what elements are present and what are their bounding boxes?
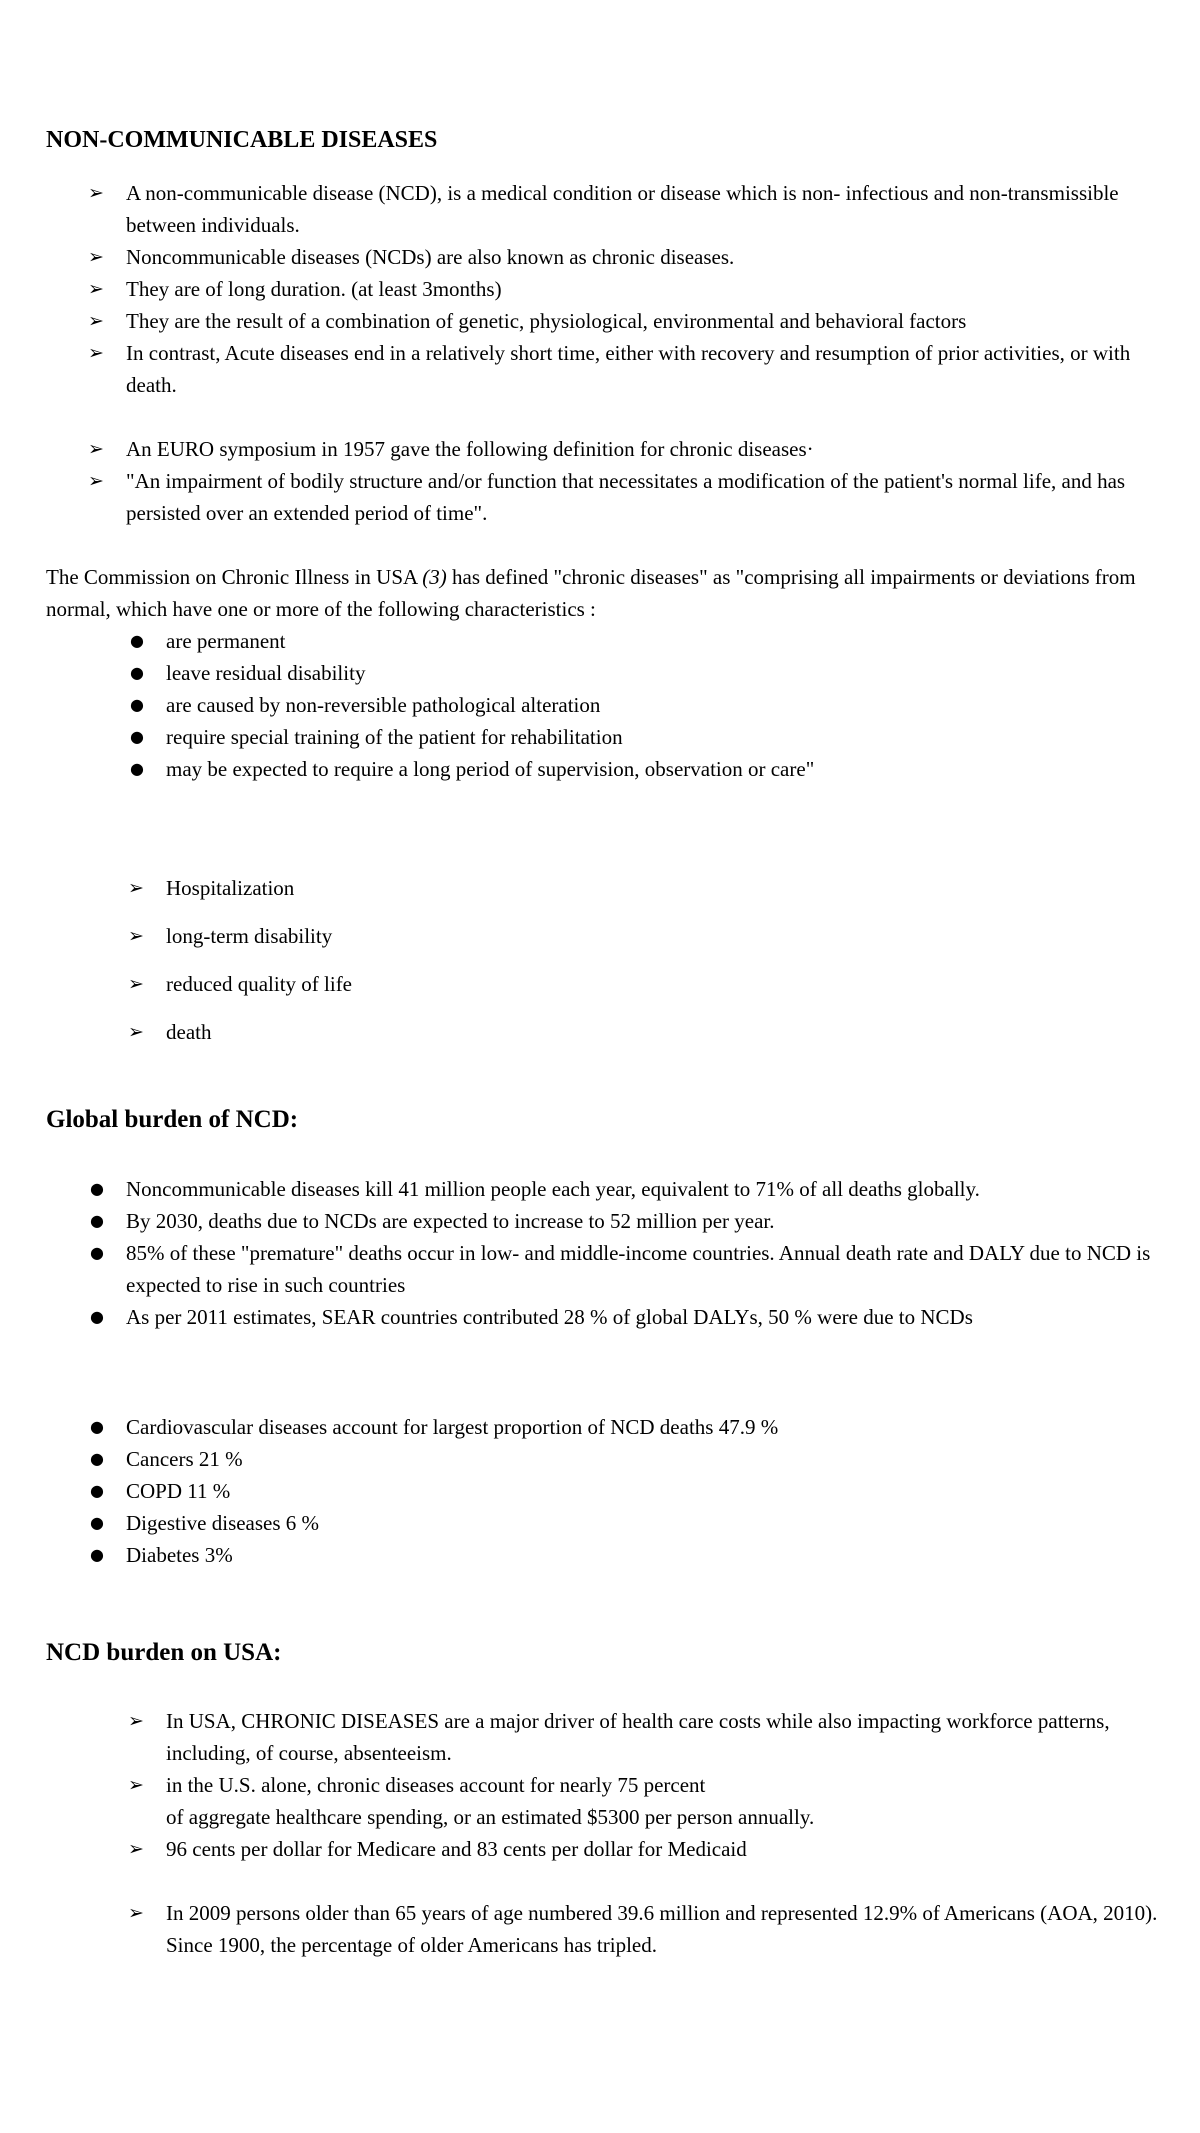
list-item: ➢ A non-communicable disease (NCD), is a medical condition or disease which is non- infectious and non-transmissible between individuals. (46, 177, 1166, 241)
arrow-bullet-icon: ➢ (88, 342, 104, 364)
intro-list (46, 177, 1166, 401)
list-item: ● Noncommunicable diseases kill 41 million people each year, equivalent to 71% of all deaths globally. (46, 1173, 1166, 1205)
list-item: ➢ in the U.S. alone, chronic diseases account for nearly 75 percent of aggregate healthcare spending, or an estimated $5300 per person annually. (46, 1769, 1166, 1833)
list-item: ● As per 2011 estimates, SEAR countries contributed 28 % of global DALYs, 50 % were due to NCDs (46, 1301, 1166, 1333)
section-heading-global-burden: Global burden of NCD: (46, 1106, 299, 1133)
list-item: ➢ death (46, 1016, 1166, 1048)
arrow-bullet-icon: ➢ (88, 470, 104, 492)
list-item: ● are permanent (46, 625, 1166, 657)
list-item: ● Diabetes 3% (46, 1539, 1166, 1571)
list-item: ➢ In contrast, Acute diseases end in a relatively short time, either with recovery and resumption of prior activities, or with death. (46, 337, 1166, 401)
list-item: ● Digestive diseases 6 % (46, 1507, 1166, 1539)
round-bullet-icon: ● (130, 631, 144, 650)
usa-burden-list (46, 1705, 1166, 1865)
list-item: ➢ reduced quality of life (46, 968, 1166, 1000)
list-item: ● COPD 11 % (46, 1475, 1166, 1507)
round-bullet-icon: ● (90, 1417, 104, 1436)
round-bullet-icon: ● (90, 1243, 104, 1262)
list-item: ➢ Noncommunicable diseases (NCDs) are also known as chronic diseases. (46, 241, 1166, 273)
round-bullet-icon: ● (90, 1513, 104, 1532)
page-title: NON-COMMUNICABLE DISEASES (46, 127, 438, 153)
outcomes-list (46, 872, 1166, 1048)
list-item: ➢ They are the result of a combination of genetic, physiological, environmental and behavioral factors (46, 305, 1166, 337)
arrow-bullet-icon: ➢ (88, 246, 104, 268)
arrow-bullet-icon: ➢ (128, 1021, 144, 1043)
arrow-bullet-icon: ➢ (128, 1774, 144, 1796)
document-page (46, 120, 1166, 1961)
list-item: ● may be expected to require a long period of supervision, observation or care" (46, 753, 1166, 785)
arrow-bullet-icon: ➢ (128, 925, 144, 947)
list-item: ➢ long-term disability (46, 920, 1166, 952)
round-bullet-icon: ● (90, 1545, 104, 1564)
round-bullet-icon: ● (90, 1307, 104, 1326)
list-item: ● Cardiovascular diseases account for largest proportion of NCD deaths 47.9 % (46, 1411, 1166, 1443)
arrow-bullet-icon: ➢ (128, 877, 144, 899)
round-bullet-icon: ● (130, 695, 144, 714)
list-item: ● By 2030, deaths due to NCDs are expected to increase to 52 million per year. (46, 1205, 1166, 1237)
list-item: ➢ In 2009 persons older than 65 years of age numbered 39.6 million and represented 12.9% of Americans (AOA, 2010). Since 1900, the percentage of older Americans has tripled. (46, 1897, 1166, 1961)
list-item: ➢ In USA, CHRONIC DISEASES are a major driver of health care costs while also impacting workforce patterns, including, of course, absenteeism. (46, 1705, 1166, 1769)
round-bullet-icon: ● (90, 1449, 104, 1468)
arrow-bullet-icon: ➢ (88, 182, 104, 204)
commission-paragraph: The Commission on Chronic Illness in USA (3) has defined "chronic diseases" as "comprising all impairments or deviations from normal, which have one or more of the following characteristics : (46, 565, 1136, 621)
list-item: ● 85% of these "premature" deaths occur in low- and middle-income countries. Annual death rate and DALY due to NCD is expected to rise in such countries (46, 1237, 1166, 1301)
section-heading-usa-burden: NCD burden on USA: (46, 1639, 282, 1666)
list-item: ➢ They are of long duration. (at least 3months) (46, 273, 1166, 305)
list-item: ➢ "An impairment of bodily structure and/or function that necessitates a modification of the patient's normal life, and has persisted over an extended period of time". (46, 465, 1166, 529)
arrow-bullet-icon: ➢ (88, 278, 104, 300)
list-item: ➢ An EURO symposium in 1957 gave the following definition for chronic diseases· (46, 433, 1166, 465)
arrow-bullet-icon: ➢ (88, 438, 104, 460)
list-item: ● require special training of the patient for rehabilitation (46, 721, 1166, 753)
list-item: ● are caused by non-reversible pathological alteration (46, 689, 1166, 721)
citation-reference: (3) (422, 565, 447, 589)
round-bullet-icon: ● (130, 759, 144, 778)
round-bullet-icon: ● (90, 1211, 104, 1230)
arrow-bullet-icon: ➢ (128, 1838, 144, 1860)
round-bullet-icon: ● (90, 1179, 104, 1198)
arrow-bullet-icon: ➢ (128, 973, 144, 995)
euro-definition-list (46, 433, 1166, 529)
ncd-death-share-list (46, 1411, 1166, 1571)
round-bullet-icon: ● (130, 727, 144, 746)
arrow-bullet-icon: ➢ (128, 1902, 144, 1924)
list-item: ➢ Hospitalization (46, 872, 1166, 904)
global-burden-list (46, 1173, 1166, 1333)
list-item: ● Cancers 21 % (46, 1443, 1166, 1475)
characteristics-list (46, 625, 1166, 785)
arrow-bullet-icon: ➢ (128, 1710, 144, 1732)
round-bullet-icon: ● (90, 1481, 104, 1500)
usa-elderly-list (46, 1897, 1166, 1961)
list-item: ➢ 96 cents per dollar for Medicare and 83 cents per dollar for Medicaid (46, 1833, 1166, 1865)
list-item: ● leave residual disability (46, 657, 1166, 689)
round-bullet-icon: ● (130, 663, 144, 682)
arrow-bullet-icon: ➢ (88, 310, 104, 332)
